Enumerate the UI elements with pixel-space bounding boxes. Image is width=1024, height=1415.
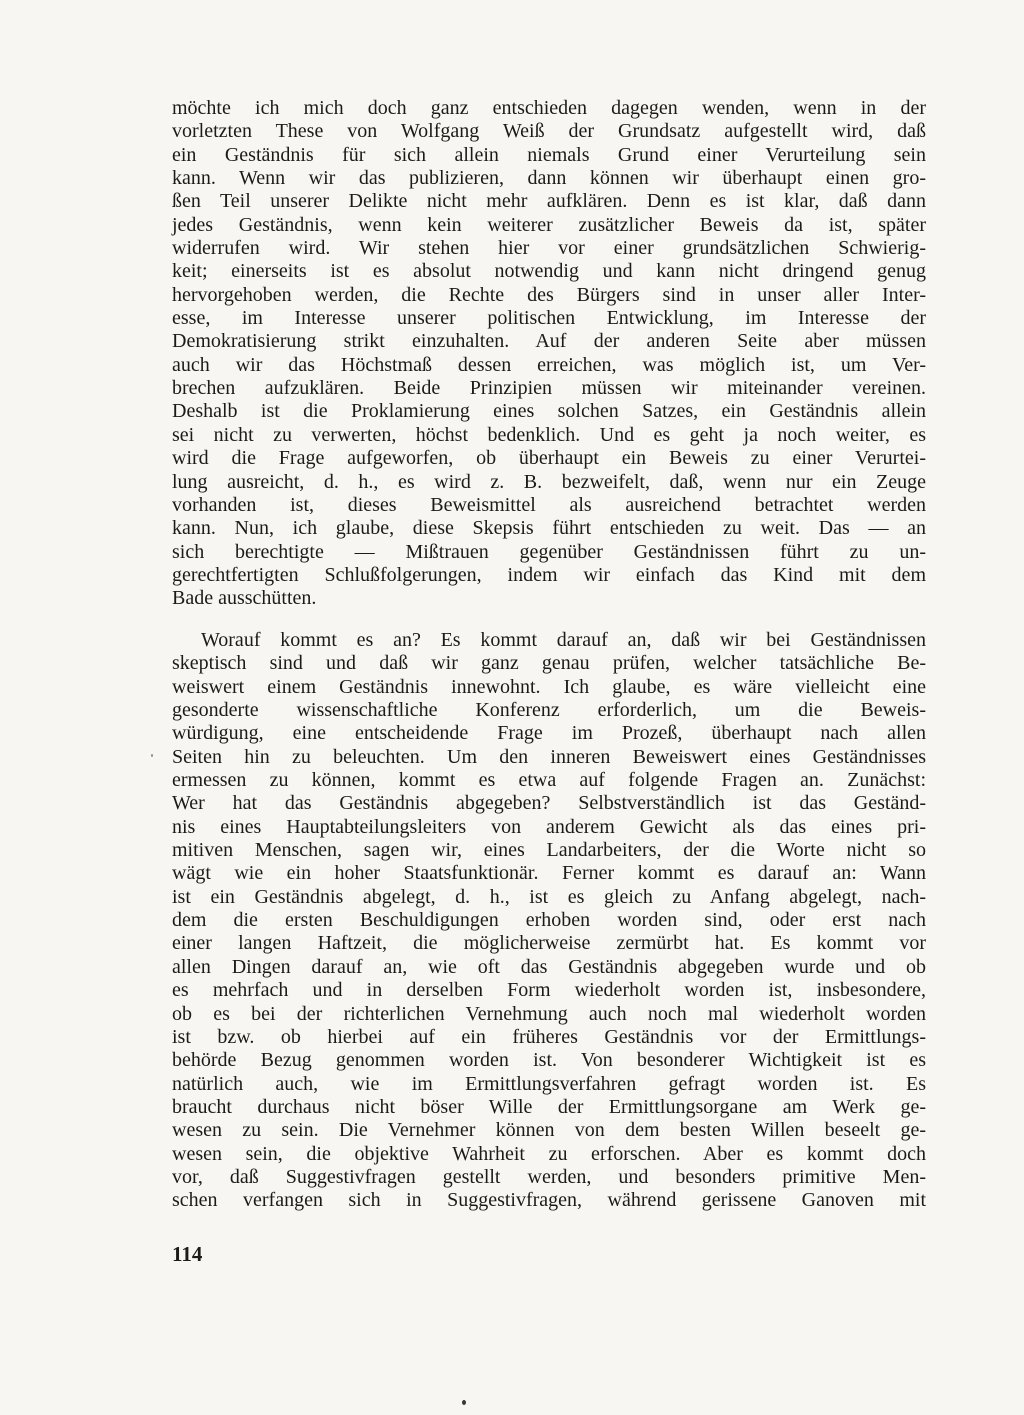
text-line: ein Geständnis für sich allein niemals Grund einer Verurteilung sein <box>172 143 926 166</box>
text-line: schen verfangen sich in Suggestivfragen, während gerissene Ganoven mit <box>172 1189 926 1212</box>
text-line: dem die ersten Beschuldigungen erhoben worden sind, oder erst nach <box>172 909 926 932</box>
text-line: allen Dingen darauf an, wie oft das Geständnis abgegeben wurde und ob <box>172 955 926 978</box>
text-line: möchte ich mich doch ganz entschieden dagegen wenden, wenn in der <box>172 97 926 119</box>
paragraph-1 <box>172 97 926 611</box>
text-line: es mehrfach und in derselben Form wiederholt worden ist, insbesondere, <box>172 979 926 1002</box>
text-line: Demokratisierung strikt einzuhalten. Auf der anderen Seite aber müssen <box>172 330 926 353</box>
text-line: Seiten hin zu beleuchten. Um den inneren Beweiswert eines Geständnisses <box>172 745 926 768</box>
paragraph-2 <box>172 629 926 1213</box>
text-line: wägt wie ein hoher Staatsfunktionär. Ferner kommt es darauf an: Wann <box>172 862 926 885</box>
text-line: sich berechtigte — Mißtrauen gegenüber Geständnissen führt zu un- <box>172 540 926 563</box>
text-line: wird die Frage aufgeworfen, ob überhaupt ein Beweis zu einer Verurtei- <box>172 447 926 470</box>
text-line: weiswert einem Geständnis innewohnt. Ich glaube, es wäre vielleicht eine <box>172 675 926 698</box>
text-line: vorhanden ist, dieses Beweismittel als ausreichend betrachtet werden <box>172 493 926 516</box>
text-line: braucht durchaus nicht böser Wille der Ermittlungsorgane am Werk ge- <box>172 1095 926 1118</box>
text-line: Bade ausschütten. <box>172 587 317 610</box>
text-line: gesonderte wissenschaftliche Konferenz erforderlich, um die Beweis- <box>172 699 926 722</box>
text-line: kann. Wenn wir das publizieren, dann können wir überhaupt einen gro- <box>172 167 926 190</box>
text-line: Wer hat das Geständnis abgegeben? Selbstverständlich ist das Geständ- <box>172 792 926 815</box>
text-line: Worauf kommt es an? Es kommt darauf an, daß wir bei Geständnissen <box>201 629 926 651</box>
text-line: behörde Bezug genommen worden ist. Von besonderer Wichtigkeit ist es <box>172 1049 926 1072</box>
text-line: lung ausreicht, d. h., es wird z. B. bezweifelt, daß, wenn nur ein Zeuge <box>172 470 926 493</box>
text-line: ob es bei der richterlichen Vernehmung auch noch mal wiederholt worden <box>172 1002 926 1025</box>
text-line: widerrufen wird. Wir stehen hier vor einer grundsätzlichen Schwierig- <box>172 237 926 260</box>
text-line: skeptisch sind und daß wir ganz genau prüfen, welcher tatsächliche Be- <box>172 652 926 675</box>
text-line: mitiven Menschen, sagen wir, eines Landarbeiters, der die Worte nicht so <box>172 839 926 862</box>
text-line: ßen Teil unserer Delikte nicht mehr aufklären. Denn es ist klar, daß dann <box>172 190 926 213</box>
text-line: kann. Nun, ich glaube, diese Skepsis führt entschieden zu weit. Das — an <box>172 517 926 540</box>
text-line: wesen sein, die objektive Wahrheit zu erforschen. Aber es kommt doch <box>172 1142 926 1165</box>
text-line: ist ein Geständnis abgelegt, d. h., ist es gleich zu Anfang abgelegt, nach- <box>172 885 926 908</box>
text-line: ist bzw. ob hierbei auf ein früheres Geständnis vor der Ermittlungs- <box>172 1025 926 1048</box>
page-number: 114 <box>172 1242 203 1266</box>
print-speck <box>462 1400 466 1405</box>
text-line: hervorgehoben werden, die Rechte des Bürgers sind in unser aller Inter- <box>172 283 926 306</box>
print-speck <box>151 754 153 757</box>
text-line: brechen aufzuklären. Beide Prinzipien müssen wir miteinander vereinen. <box>172 377 926 400</box>
text-line: würdigung, eine entscheidende Frage im Prozeß, überhaupt nach allen <box>172 722 926 745</box>
text-line: wesen zu sein. Die Vernehmer können von dem besten Willen beseelt ge- <box>172 1119 926 1142</box>
text-line: gerechtfertigten Schlußfolgerungen, indem wir einfach das Kind mit dem <box>172 563 926 586</box>
text-line: esse, im Interesse unserer politischen Entwicklung, im Interesse der <box>172 307 926 330</box>
text-line: vor, daß Suggestivfragen gestellt werden, und besonders primitive Men- <box>172 1165 926 1188</box>
text-line: vorletzten These von Wolfgang Weiß der Grundsatz aufgestellt wird, daß <box>172 120 926 143</box>
text-line: ermessen zu können, kommt es etwa auf folgende Fragen an. Zunächst: <box>172 769 926 792</box>
text-line: sei nicht zu verwerten, höchst bedenklich. Und es geht ja noch weiter, es <box>172 423 926 446</box>
text-line: nis eines Hauptabteilungsleiters von anderem Gewicht als das eines pri- <box>172 815 926 838</box>
text-line: auch wir das Höchstmaß dessen erreichen, was möglich ist, um Ver- <box>172 353 926 376</box>
text-line: natürlich auch, wie im Ermittlungsverfahren gefragt worden ist. Es <box>172 1072 926 1095</box>
text-line: einer langen Haftzeit, die möglicherweise zermürbt hat. Es kommt vor <box>172 932 926 955</box>
text-line: Deshalb ist die Proklamierung eines solchen Satzes, ein Geständnis allein <box>172 400 926 423</box>
text-line: jedes Geständnis, wenn kein weiterer zusätzlicher Beweis da ist, später <box>172 213 926 236</box>
text-line: keit; einerseits ist es absolut notwendig und kann nicht dringend genug <box>172 260 926 283</box>
